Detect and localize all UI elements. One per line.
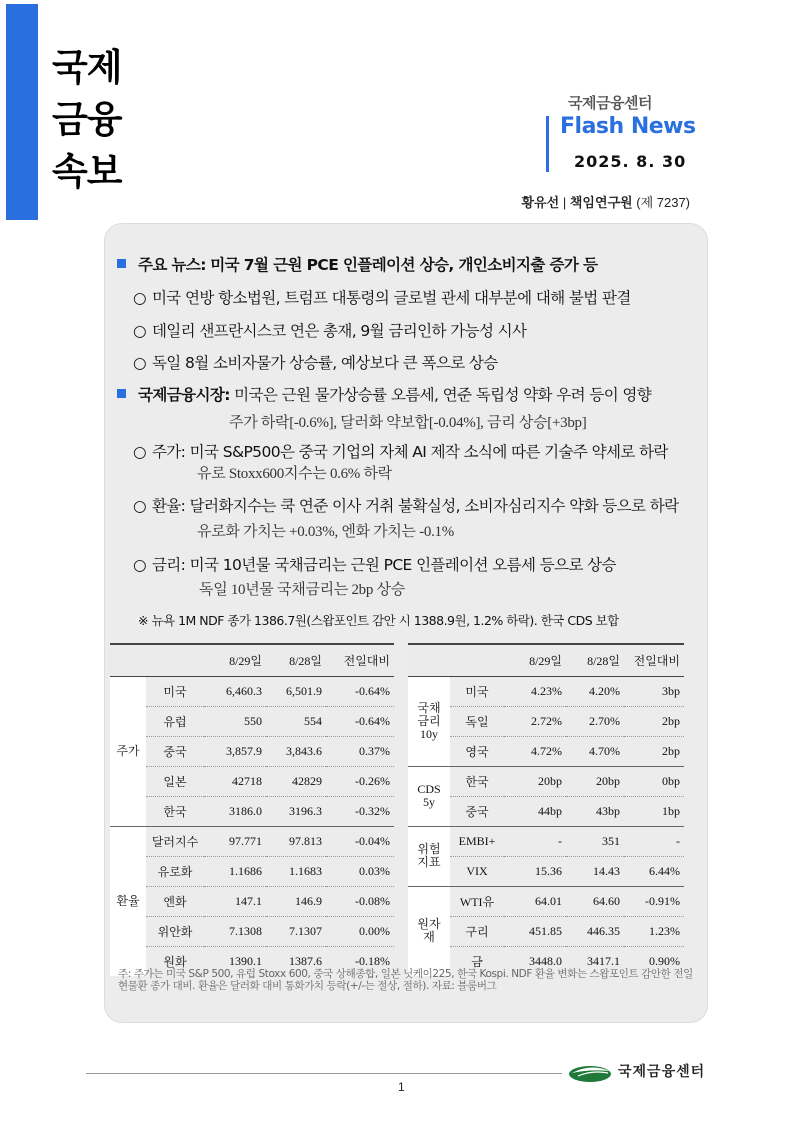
report-date: 2025. 8. 30 bbox=[574, 152, 687, 171]
author-title: 책임연구원 bbox=[569, 196, 633, 211]
market-item-stocks: ○ 주가: 미국 S&P500은 중국 기업의 자체 AI 제작 소식에 따른 기술주 약세로 하락 bbox=[133, 443, 668, 461]
market-heading bbox=[117, 383, 651, 405]
title-line-3: 속보 bbox=[52, 150, 122, 193]
market-item-label: 주가: bbox=[151, 443, 186, 461]
value-current: 3,857.9 bbox=[204, 736, 266, 766]
title-line-1: 국제 bbox=[52, 46, 122, 89]
value-change: 0.37% bbox=[326, 736, 394, 766]
value-current: 7.1308 bbox=[204, 916, 266, 946]
value-current: 6,460.3 bbox=[204, 676, 266, 706]
news-item: ○ 독일 8월 소비자물가 상승률, 예상보다 큰 폭으로 상승 bbox=[133, 354, 498, 372]
table-row bbox=[110, 796, 394, 826]
value-previous: 4.70% bbox=[566, 736, 624, 766]
table-row bbox=[408, 826, 684, 856]
value-change: -0.26% bbox=[326, 766, 394, 796]
row-label: 엔화 bbox=[146, 886, 204, 916]
group-label: 주가 bbox=[110, 676, 146, 826]
table-row bbox=[110, 766, 394, 796]
value-current: 20bp bbox=[504, 766, 566, 796]
flash-news-label: Flash News bbox=[560, 114, 696, 139]
page-number: 1 bbox=[398, 1080, 405, 1094]
value-previous: 43bp bbox=[566, 796, 624, 826]
value-current: 4.23% bbox=[504, 676, 566, 706]
value-previous: 20bp bbox=[566, 766, 624, 796]
author-name: 황유선 bbox=[521, 196, 560, 211]
org-name: 국제금융센터 bbox=[568, 94, 652, 112]
table-row bbox=[110, 706, 394, 736]
value-current: 1.1686 bbox=[204, 856, 266, 886]
table-row bbox=[408, 796, 684, 826]
header-divider bbox=[546, 116, 549, 172]
value-change: 0.00% bbox=[326, 916, 394, 946]
author-separator: | bbox=[562, 195, 567, 210]
value-change: 3bp bbox=[624, 676, 684, 706]
market-text: 미국은 근원 물가상승률 오름세, 연준 독립성 약화 우려 등이 영향 bbox=[234, 386, 652, 404]
value-current: 2.72% bbox=[504, 706, 566, 736]
table-footnote: 주: 주가는 미국 S&P 500, 유럽 Stoxx 600, 중국 상해종합, 일본 닛케이225, 한국 Kospi. NDF 환율 변화는 스왑포인트 감안한 전일 현물환 종가 대비. 환율은 달러화 대비 통화가치 등락(+/-는 절상, 절하). 자료: 블룸버그 bbox=[118, 968, 693, 992]
table-row bbox=[408, 856, 684, 886]
document-number: (제 7237) bbox=[636, 195, 690, 210]
market-table-right bbox=[408, 643, 684, 976]
value-previous: 64.60 bbox=[566, 886, 624, 916]
news-item-text: 독일 8월 소비자물가 상승률, 예상보다 큰 폭으로 상승 bbox=[151, 354, 498, 372]
value-current: 1390.1 bbox=[229, 953, 262, 968]
value-current: 147.1 bbox=[204, 886, 266, 916]
value-current: 4.72% bbox=[504, 736, 566, 766]
value-previous: 351 bbox=[566, 826, 624, 856]
row-label: 일본 bbox=[146, 766, 204, 796]
news-item: ○ 데일리 샌프란시스코 연은 총재, 9월 금리인하 가능성 시사 bbox=[133, 322, 527, 340]
value-previous: 3417.1 bbox=[587, 953, 620, 968]
value-current: - bbox=[504, 826, 566, 856]
market-item-text: 미국 10년물 국채금리는 근원 PCE 인플레이션 오름세 등으로 상승 bbox=[189, 556, 616, 574]
header-date-2: 8/28일 bbox=[587, 653, 620, 668]
value-change: 2bp bbox=[624, 706, 684, 736]
value-current: 64.01 bbox=[504, 886, 566, 916]
value-previous: 7.1307 bbox=[266, 916, 326, 946]
row-label: 위안화 bbox=[146, 916, 204, 946]
market-item-rates: ○ 금리: 미국 10년물 국채금리는 근원 PCE 인플레이션 오름세 등으로 상승 bbox=[133, 556, 616, 574]
table-row bbox=[110, 676, 394, 706]
group-label: 국채 금리 10y bbox=[408, 676, 450, 766]
value-previous: 4.20% bbox=[566, 676, 624, 706]
header-date-1: 8/29일 bbox=[229, 653, 262, 668]
row-label: 구리 bbox=[450, 916, 504, 946]
value-change: -0.91% bbox=[624, 886, 684, 916]
row-label: 미국 bbox=[146, 676, 204, 706]
group-label: 환율 bbox=[110, 826, 146, 976]
header-change: 전일대비 bbox=[633, 653, 680, 668]
market-item-sub: 독일 10년물 국채금리는 2bp 상승 bbox=[199, 582, 405, 598]
news-item-text: 미국 연방 항소법원, 트럼프 대통령의 글로벌 관세 대부분에 대해 불법 판결 bbox=[151, 289, 631, 307]
header-change: 전일대비 bbox=[343, 653, 390, 668]
row-label: 중국 bbox=[450, 796, 504, 826]
value-change: 0.03% bbox=[326, 856, 394, 886]
value-change: 0bp bbox=[624, 766, 684, 796]
market-label: 국제금융시장: bbox=[138, 386, 230, 404]
value-previous: 1387.6 bbox=[289, 953, 322, 968]
footer-rule bbox=[86, 1073, 562, 1074]
value-change: - bbox=[624, 826, 684, 856]
market-item-fx: ○ 환율: 달러화지수는 쿡 연준 이사 거취 불확실성, 소비자심리지수 약화 등으로 하락 bbox=[133, 497, 679, 515]
row-label: 유로화 bbox=[146, 856, 204, 886]
value-previous: 2.70% bbox=[566, 706, 624, 736]
value-previous: 6,501.9 bbox=[266, 676, 326, 706]
table-row bbox=[408, 676, 684, 706]
row-label: 미국 bbox=[450, 676, 504, 706]
value-change: 1.23% bbox=[624, 916, 684, 946]
value-change: -0.32% bbox=[326, 796, 394, 826]
table-row bbox=[110, 856, 394, 886]
footer-org-name: 국제금융센터 bbox=[618, 1064, 706, 1080]
value-current: 42718 bbox=[204, 766, 266, 796]
value-previous: 446.35 bbox=[566, 916, 624, 946]
row-label: WTI유 bbox=[450, 886, 504, 916]
row-label: 달러지수 bbox=[146, 826, 204, 856]
value-change: 0.90% bbox=[649, 953, 680, 968]
value-current: 550 bbox=[204, 706, 266, 736]
table-row bbox=[408, 886, 684, 916]
group-label: 위험 지표 bbox=[408, 826, 450, 886]
value-previous: 97.813 bbox=[266, 826, 326, 856]
main-news-text: 미국 7월 근원 PCE 인플레이션 상승, 개인소비지출 증가 등 bbox=[210, 256, 598, 274]
value-change: -0.64% bbox=[326, 676, 394, 706]
bullet-square-icon bbox=[117, 259, 126, 268]
group-label: 원자재 bbox=[408, 886, 450, 976]
table-row bbox=[408, 736, 684, 766]
market-table-left bbox=[110, 643, 394, 976]
table-row bbox=[408, 766, 684, 796]
value-current: 15.36 bbox=[504, 856, 566, 886]
header-date-1: 8/29일 bbox=[529, 653, 562, 668]
row-label: 영국 bbox=[450, 736, 504, 766]
value-previous: 14.43 bbox=[566, 856, 624, 886]
market-item-label: 환율: bbox=[151, 497, 186, 515]
title-line-2: 금융 bbox=[52, 98, 122, 141]
row-label: 독일 bbox=[450, 706, 504, 736]
value-current: 3448.0 bbox=[529, 953, 562, 968]
value-current: 451.85 bbox=[504, 916, 566, 946]
market-item-sub: 유로 Stoxx600지수는 0.6% 하락 bbox=[197, 466, 392, 482]
value-previous: 3,843.6 bbox=[266, 736, 326, 766]
table-row bbox=[110, 826, 394, 856]
row-label: 중국 bbox=[146, 736, 204, 766]
value-current: 3186.0 bbox=[204, 796, 266, 826]
value-change: -0.64% bbox=[326, 706, 394, 736]
value-current: 97.771 bbox=[204, 826, 266, 856]
market-text-2: 주가 하락[-0.6%], 달러화 약보합[-0.04%], 금리 상승[+3bp] bbox=[229, 415, 587, 431]
market-item-sub: 유로화 가치는 +0.03%, 엔화 가치는 -0.1% bbox=[197, 524, 454, 540]
org-logo-icon bbox=[568, 1061, 614, 1083]
group-label: CDS 5y bbox=[408, 766, 450, 826]
row-label: VIX bbox=[450, 856, 504, 886]
value-change: -0.18% bbox=[355, 953, 390, 968]
table-row bbox=[110, 736, 394, 766]
value-previous: 42829 bbox=[266, 766, 326, 796]
value-current: 44bp bbox=[504, 796, 566, 826]
accent-bar bbox=[6, 4, 38, 220]
table-row bbox=[408, 706, 684, 736]
row-label: EMBI+ bbox=[450, 826, 504, 856]
value-previous: 1.1683 bbox=[266, 856, 326, 886]
row-label: 한국 bbox=[146, 796, 204, 826]
value-change: 2bp bbox=[624, 736, 684, 766]
table-row bbox=[110, 886, 394, 916]
value-previous: 3196.3 bbox=[266, 796, 326, 826]
ndf-note: ※ 뉴욕 1M NDF 종가 1386.7원(스왑포인트 감안 시 1388.9원, 1.2% 하락). 한국 CDS 보합 bbox=[138, 613, 619, 628]
value-change: -0.04% bbox=[326, 826, 394, 856]
value-change: -0.08% bbox=[326, 886, 394, 916]
row-label: 금 bbox=[471, 954, 483, 969]
value-previous: 146.9 bbox=[266, 886, 326, 916]
header-date-2: 8/28일 bbox=[289, 653, 322, 668]
row-label: 원화 bbox=[163, 954, 187, 969]
table-row bbox=[408, 916, 684, 946]
market-item-text: 달러화지수는 쿡 연준 이사 거취 불확실성, 소비자심리지수 약화 등으로 하락 bbox=[189, 497, 679, 515]
value-previous: 554 bbox=[266, 706, 326, 736]
author-line bbox=[522, 192, 691, 211]
news-item-text: 데일리 샌프란시스코 연은 총재, 9월 금리인하 가능성 시사 bbox=[151, 322, 527, 340]
value-change: 1bp bbox=[624, 796, 684, 826]
market-item-text: 미국 S&P500은 중국 기업의 자체 AI 제작 소식에 따른 기술주 약세로 하락 bbox=[189, 443, 668, 461]
market-item-label: 금리: bbox=[151, 556, 186, 574]
row-label: 한국 bbox=[450, 766, 504, 796]
news-item: ○ 미국 연방 항소법원, 트럼프 대통령의 글로벌 관세 대부분에 대해 불법 판결 bbox=[133, 289, 631, 307]
row-label: 유럽 bbox=[146, 706, 204, 736]
bullet-square-icon bbox=[117, 389, 126, 398]
table-row bbox=[110, 916, 394, 946]
main-news-label: 주요 뉴스: bbox=[138, 256, 206, 274]
main-news-heading bbox=[117, 253, 597, 275]
report-title bbox=[52, 42, 142, 198]
value-change: 6.44% bbox=[624, 856, 684, 886]
